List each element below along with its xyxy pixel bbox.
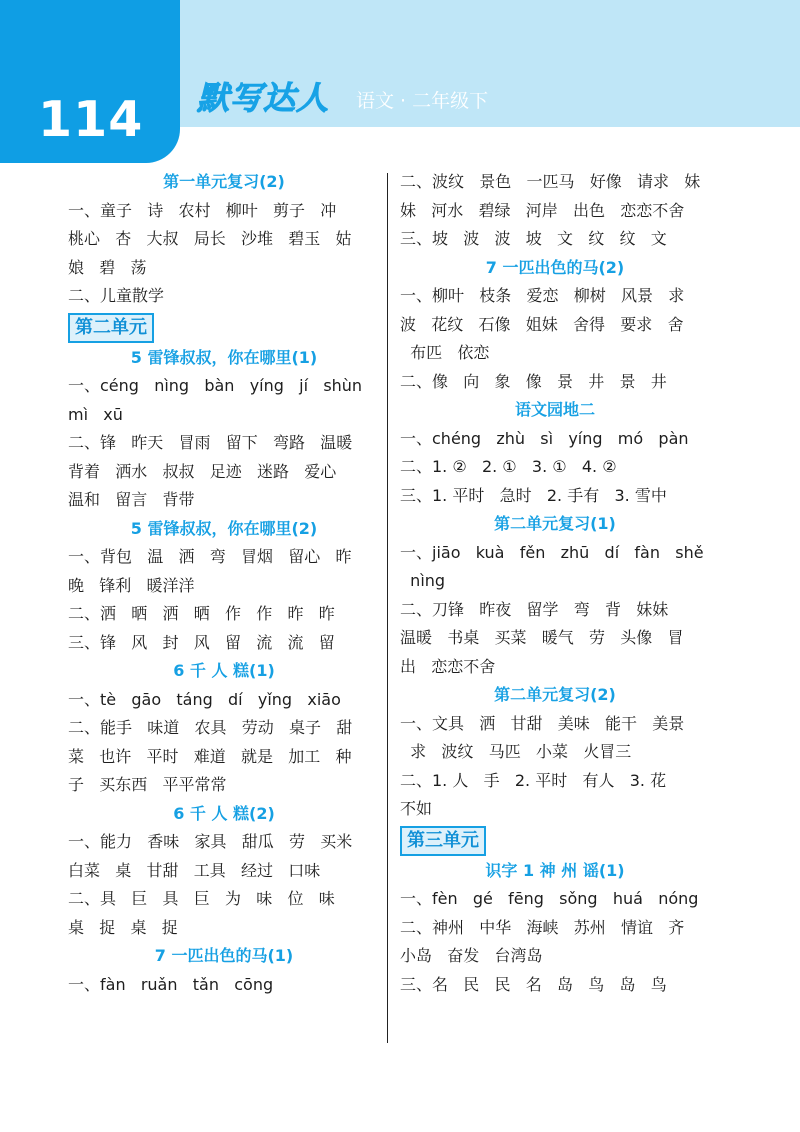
answer-line: 二、能手 味道 农具 劳动 桌子 甜 (68, 718, 353, 737)
answer-line: 波 花纹 石像 姐妹 舍得 要求 舍 (400, 314, 684, 334)
answer-line: 背着 洒水 叔叔 足迹 迷路 爱心 (68, 461, 337, 481)
answer-line: 一、jiāo kuà fěn zhū dí fàn shě (400, 542, 704, 562)
answer-line: 一、背包 温 洒 弯 冒烟 留心 昨 (68, 547, 352, 566)
answer-line: 一、童子 诗 农村 柳叶 剪子 冲 (68, 200, 337, 220)
answer-line: 二、锋 昨天 冒雨 留下 弯路 温暖 (68, 433, 353, 452)
answer-line: 二、具 巨 具 巨 为 味 位 味 (68, 889, 335, 908)
answer-line: 温和 留言 背带 (68, 490, 195, 509)
answer-line: 一、能力 香味 家具 甜瓜 劳 买米 (68, 832, 353, 851)
answer-line: 不如 (400, 799, 433, 818)
answer-line: 妹 河水 碧绿 河岸 出色 恋恋不舍 (400, 200, 685, 220)
column-divider (387, 173, 388, 1043)
answer-line: 桌 捉 桌 捉 (68, 917, 178, 937)
answer-line: 三、锋 风 封 风 留 流 流 留 (68, 632, 335, 652)
lesson-heading: 语文园地二 (514, 400, 595, 419)
answer-line: 二、波纹 景色 一匹马 好像 请求 妹 (400, 172, 701, 191)
lesson-heading: 7 一匹出色的马(1) (154, 946, 294, 965)
unit-title-row (400, 824, 710, 857)
right-column (400, 168, 710, 999)
lesson-heading: 识字 1 神 州 谣(1) (485, 860, 625, 880)
answer-line: 子 买东西 平平常常 (68, 775, 227, 794)
answer-line: 二、洒 晒 洒 晒 作 作 昨 昨 (68, 604, 335, 623)
answer-line: 二、刀锋 昨夜 留学 弯 背 妹妹 (400, 599, 669, 619)
answer-line: 三、坡 波 波 坡 文 纹 纹 文 (400, 229, 667, 248)
answer-line: 出 恋恋不舍 (400, 656, 496, 676)
answer-line: 一、文具 洒 甘甜 美味 能干 美景 (400, 713, 685, 733)
unit-title: 第二单元 (68, 313, 154, 343)
answer-line: 一、tè gāo táng dí yǐng xiāo (68, 689, 341, 709)
answer-line: 一、fèn gé fēng sǒng huá nóng (400, 889, 699, 908)
lesson-heading: 第一单元复习(2) (163, 172, 285, 191)
answer-line: 白菜 桌 甘甜 工具 经过 口味 (68, 860, 321, 880)
lesson-heading: 6 千 人 糕(2) (173, 803, 275, 823)
lesson-heading: 7 一匹出色的马(2) (485, 257, 625, 277)
answer-line: 温暖 书桌 买菜 暖气 劳 头像 冒 (400, 628, 684, 647)
answer-line: 二、儿童散学 (68, 286, 165, 305)
lesson-heading: 5 雷锋叔叔，你在哪里(1) (130, 347, 318, 367)
book-title: 默写达人 (197, 79, 330, 117)
answer-line: 一、chéng zhù sì yíng mó pàn (400, 428, 689, 448)
answer-line: 求 波纹 马匹 小菜 火冒三 (400, 742, 632, 761)
answer-line: 一、fàn ruǎn tǎn cōng (68, 974, 274, 994)
answer-line: 三、1. 平时 急时 2. 手有 3. 雪中 (400, 485, 667, 505)
lesson-heading: 第二单元复习(2) (494, 685, 616, 704)
answer-line: 布匹 依恋 (400, 343, 490, 362)
lesson-heading: 6 千 人 糕(1) (173, 661, 275, 680)
answer-line: 一、柳叶 枝条 爱恋 柳树 风景 求 (400, 286, 685, 305)
unit-title-row (68, 311, 380, 344)
left-column (68, 168, 380, 999)
book-subtitle: 语文 · 二年级下 (356, 90, 489, 112)
lesson-heading: 第二单元复习(1) (494, 514, 616, 533)
lesson-heading: 5 雷锋叔叔，你在哪里(2) (130, 518, 318, 538)
answer-line: 娘 碧 荡 (68, 257, 147, 277)
page-number: 114 (38, 91, 144, 148)
answer-line: 菜 也许 平时 难道 就是 加工 种 (68, 746, 352, 766)
answer-line: 一、céng nìng bàn yíng jí shùn (68, 376, 363, 395)
answer-line: mì xū (68, 404, 123, 424)
answer-line: nìng (400, 571, 446, 590)
answer-line: 三、名 民 民 名 岛 鸟 岛 鸟 (400, 974, 667, 994)
answer-line: 二、像 向 象 像 景 井 景 井 (400, 371, 667, 391)
unit-title: 第三单元 (400, 826, 486, 856)
answer-line: 二、1. ② 2. ① 3. ① 4. ② (400, 457, 617, 476)
answer-line: 二、1. 人 手 2. 平时 有人 3. 花 (400, 770, 667, 790)
answer-line: 二、神州 中华 海峡 苏州 情谊 齐 (400, 917, 685, 937)
answer-line: 桃心 杏 大叔 局长 沙堆 碧玉 姑 (68, 229, 352, 248)
answer-line: 晚 锋利 暖洋洋 (68, 575, 195, 595)
answer-line: 小岛 奋发 台湾岛 (400, 946, 543, 965)
